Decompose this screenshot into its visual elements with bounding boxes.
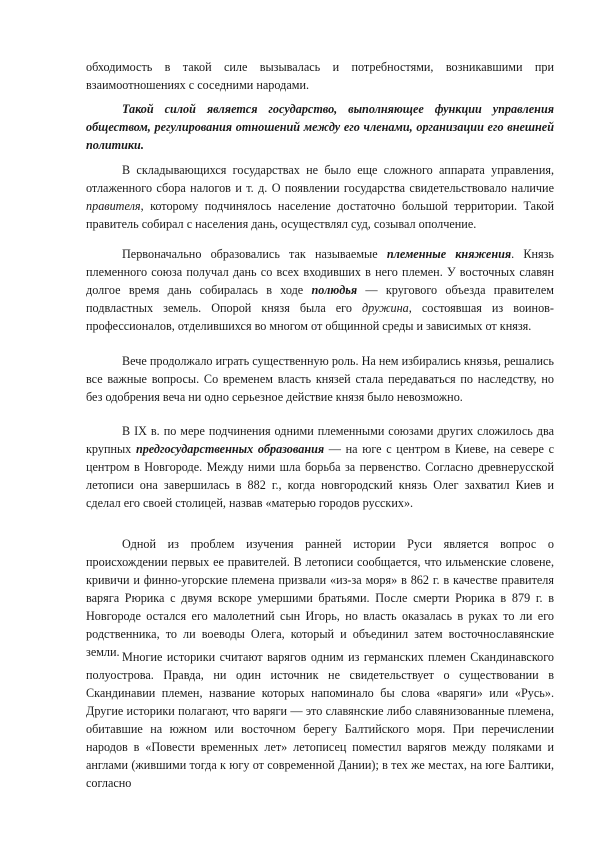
paragraph-7-text: Одной из проблем изучения ранней истории Руси является вопрос о происхождении первых ее правителей. В летописи сообщается, что ильменские словене, кривичи и финно-угорские племена призвали «из-за моря» в 862 г. в качестве правителя варяга Рюрика с двумя вскоре умершими братьями. После смерти Рюрика в 879 г. в Новгороде остался его малолетний сын Игорь, но власть оказалась в руках то ли его родственника, то ли воеводы Олега, который и объединил затем восточнославянские земли.: [86, 537, 554, 659]
term-ruler: правителя: [86, 199, 141, 213]
paragraph-3-text: [86, 161, 554, 233]
term-pre-state-formations: предгосударственных образования: [135, 442, 325, 456]
paragraph-1: [86, 58, 554, 94]
paragraph-3: [86, 161, 554, 233]
term-druzhina: дружина: [362, 301, 409, 315]
paragraph-6-text: [86, 422, 554, 512]
p6-part-a: В IX в. по мере подчинения одними племенными союзами других сложилось два крупных: [86, 424, 554, 456]
p4-part-g: , состоявшая из воинов-профессионалов, отделившихся во многом от общинной среды и зависимых от князя.: [86, 301, 554, 333]
p4-part-e: — кругового объезда правителем подвластных земель. Опорой князя была его: [86, 283, 554, 315]
p3-part-c: , которому подчинялось население достаточно большой территории. Такой правитель собирал с населения дань, осуществлял суд, созывал ополчение.: [86, 199, 554, 231]
paragraph-5: [86, 352, 554, 406]
paragraph-1-text: обходимость в такой силе вызывалась и потребностями, возникавшими при взаимоотношениях с соседними народами.: [86, 60, 554, 92]
term-tribal-principalities: племенные княжения: [386, 247, 512, 261]
term-polyudye: полюдья: [311, 283, 358, 297]
p6-part-c: — на юге с центром в Киеве, на севере с центром в Новгороде. Между ними шла борьба за первенство. Согласно древнерусской летописи она завершилась в 882 г., когда новгородский князь Олег захватил Киев и сделал его своей столицей, назвав «матерью городов русских».: [86, 442, 555, 510]
paragraph-5-text: Вече продолжало играть существенную роль. На нем избирались князья, решались все важные вопросы. Со временем власть князей стала передаваться по наследству, но без одобрения веча ни одно серьезное действие князя было невозможно.: [86, 354, 554, 404]
paragraph-8-text: Многие историки считают варягов одним из германских племен Скандинавского полуострова. Правда, ни один источник не свидетельствует о существовании в Скандинавии племен, название которых напоминало бы слова «варяги» или «Русь». Другие историки полагают, что варяги — это славянские либо славянизованные племена, обитавшие на южном или восточном берегу Балтийского моря. При перечислении народов в «Повести временных лет» летописец поместил варягов между поляками и англами (жившими тогда к югу от современной Дании); в тех же местах, на юге Балтики, согласно: [86, 650, 554, 790]
paragraph-6: [86, 422, 554, 512]
p3-part-a: В складывающихся государствах не было еще сложного аппарата управления, отлаженного сбора налогов и т. д. О появлении государства свидетельствовало наличие: [86, 163, 554, 195]
p4-part-a: Первоначально образовались так называемые: [122, 247, 387, 261]
paragraph-4: [86, 245, 554, 335]
paragraph-4-text: [86, 245, 554, 335]
state-definition-text: Такой силой является государство, выполняющее функции управления обществом, регулирования отношений между его членами, организации его внешней политики.: [86, 102, 554, 152]
paragraph-7: [86, 535, 554, 661]
paragraph-8: [86, 648, 554, 792]
paragraph-2-definition: [86, 100, 554, 154]
p4-part-c: . Князь племенного союза получал дань со всех входивших в него племен. У восточных славян долгое время дань собиралась в ходе: [86, 247, 554, 297]
